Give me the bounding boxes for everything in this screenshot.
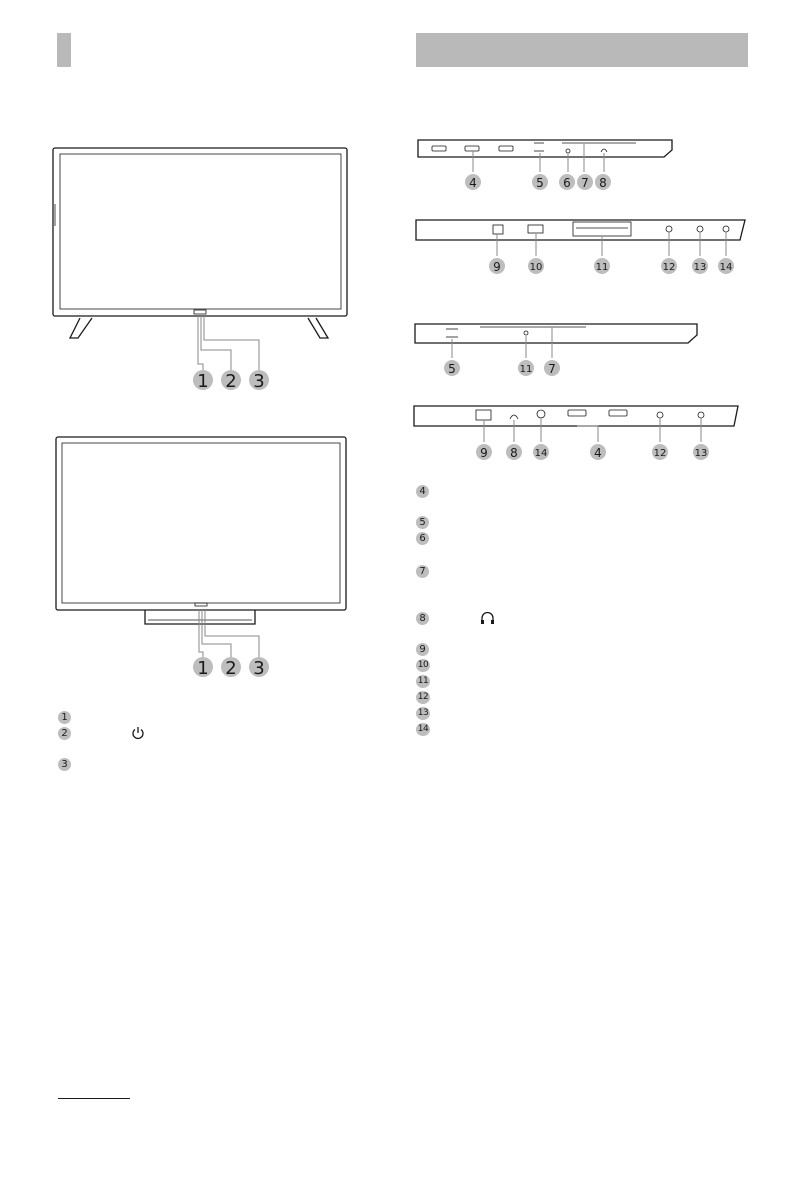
power-icon [131,726,145,740]
hdmi-port [432,146,446,151]
tv-center-callouts [193,657,269,679]
svg-text:6: 6 [563,176,571,190]
tv-legs-callouts [193,370,269,392]
svg-text:14: 14 [719,262,733,273]
legend-number: 12 [417,692,429,702]
svg-text:13: 13 [693,262,707,273]
svg-text:8: 8 [510,446,518,460]
legend-number: 10 [417,660,429,670]
svg-text:13: 13 [694,448,708,459]
legend-number: 9 [416,643,429,656]
svg-text:10: 10 [529,262,543,273]
callout-label: 3 [253,658,265,679]
legend-number: 5 [416,516,429,529]
tv-front-legs [53,148,347,371]
svg-text:5: 5 [448,362,456,376]
port-panel-a-top [418,140,672,172]
hdmi-port [499,146,513,151]
legend-number: 4 [416,485,429,498]
panel-b-side-callouts [444,360,560,376]
svg-text:12: 12 [662,262,676,273]
svg-text:12: 12 [653,448,667,459]
svg-text:11: 11 [519,364,533,375]
legend-number: 8 [416,612,429,625]
port-panel-a-bottom [416,220,745,256]
port-panel-b-bottom [414,406,738,442]
svg-text:5: 5 [536,176,544,190]
legend-number: 7 [416,565,429,578]
svg-text:9: 9 [493,260,501,274]
headphones-icon [480,611,495,625]
svg-text:8: 8 [599,176,607,190]
svg-text:9: 9 [480,446,488,460]
callout-label: 3 [253,371,265,392]
panel-b-bottom-callouts [476,444,709,460]
legend-number: 6 [416,532,429,545]
svg-text:4: 4 [469,176,477,190]
legend-number: 14 [417,724,429,734]
legend-number: 3 [58,758,71,771]
callout-label: 2 [225,371,237,392]
panel-a-top-callouts [465,174,611,190]
callout-label: 1 [197,371,209,392]
svg-text:7: 7 [548,362,556,376]
svg-text:7: 7 [581,176,589,190]
legend-number: 11 [417,676,429,686]
legend-number: 13 [417,708,429,718]
panel-a-bottom-callouts [489,258,734,274]
legend-number: 1 [58,711,71,724]
svg-text:14: 14 [534,448,548,459]
tv-front-center-stand [56,437,346,658]
footnote-divider [58,1098,130,1099]
callout-label: 1 [197,658,209,679]
port-panel-b-side [415,324,697,358]
svg-text:4: 4 [594,446,602,460]
svg-text:11: 11 [595,262,609,273]
callout-label: 2 [225,658,237,679]
legend-number: 2 [58,727,71,740]
hdmi-port [465,146,479,151]
